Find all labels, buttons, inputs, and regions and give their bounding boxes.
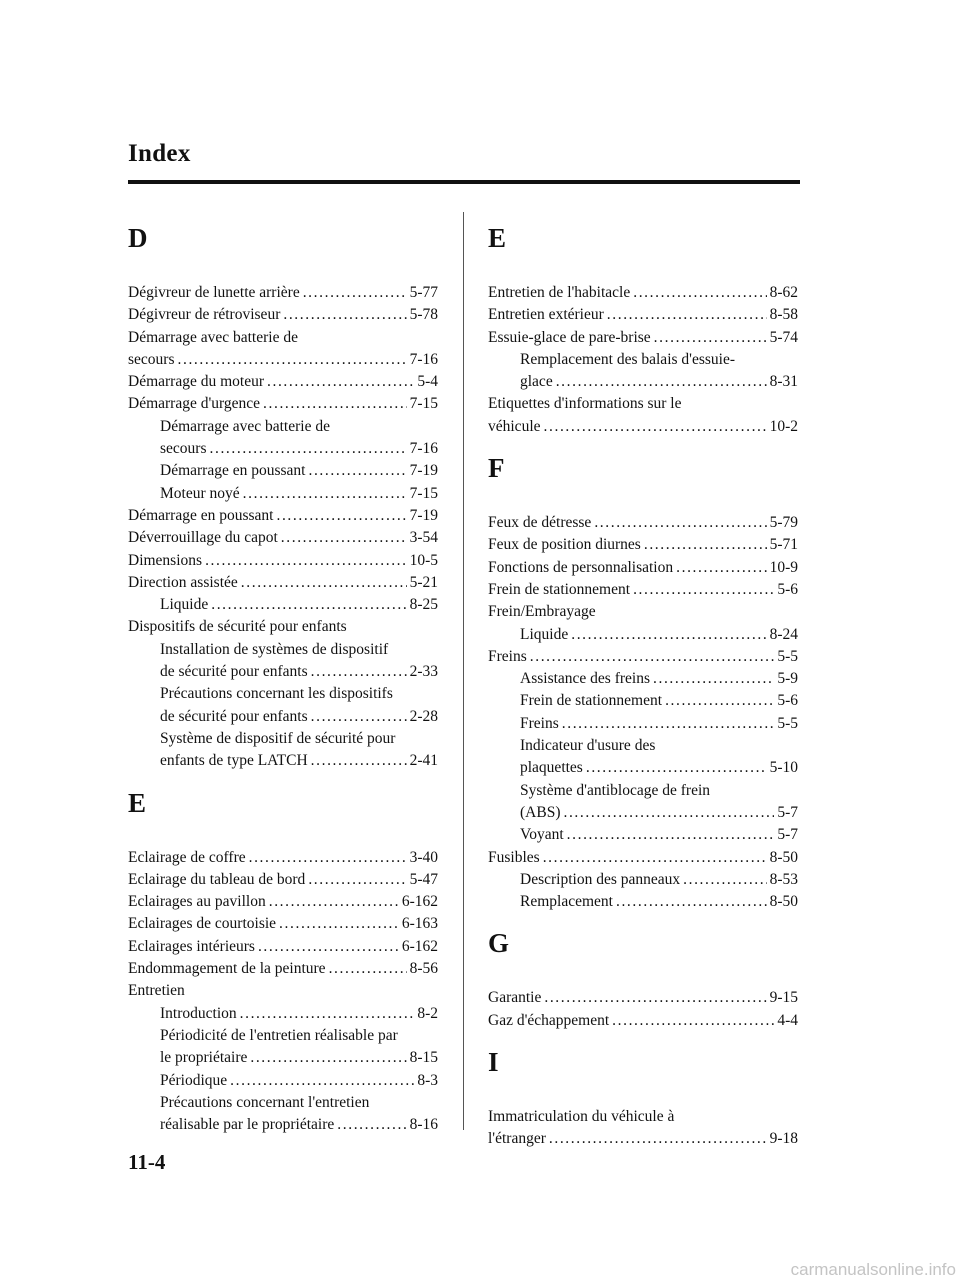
index-entry bbox=[488, 282, 798, 304]
entry-text: plaquettes bbox=[520, 759, 583, 777]
entry-text: Description des panneaux bbox=[520, 870, 681, 888]
entry-text: Précautions concernant l'entretien bbox=[160, 1093, 370, 1111]
index-subentry bbox=[128, 1114, 438, 1136]
index-entry bbox=[128, 891, 438, 913]
section-letter: F bbox=[488, 453, 505, 484]
dot-leader bbox=[329, 958, 407, 980]
index-entry bbox=[488, 1106, 798, 1128]
dot-leader bbox=[612, 1010, 774, 1032]
index-entry bbox=[488, 579, 798, 601]
dot-leader bbox=[556, 371, 767, 393]
dot-leader bbox=[311, 706, 407, 728]
entry-page-ref: 8-16 bbox=[409, 1116, 438, 1134]
dot-leader bbox=[250, 1047, 406, 1069]
entry-page-ref: 9-15 bbox=[769, 989, 798, 1007]
entry-page-ref: 10-9 bbox=[769, 558, 798, 576]
entry-text: Feux de position diurnes bbox=[488, 536, 641, 554]
dot-leader bbox=[549, 1128, 767, 1150]
entry-page-ref: 7-19 bbox=[409, 462, 438, 480]
entry-text: glace bbox=[520, 373, 553, 391]
dot-leader bbox=[240, 1003, 415, 1025]
index-entry bbox=[488, 601, 798, 623]
entry-text: enfants de type LATCH bbox=[160, 752, 308, 770]
entry-page-ref: 3-54 bbox=[409, 529, 438, 547]
index-entry bbox=[488, 1128, 798, 1150]
entry-text: (ABS) bbox=[520, 803, 561, 821]
index-subentry bbox=[128, 438, 438, 460]
entry-text: Indicateur d'usure des bbox=[520, 737, 656, 755]
section-entries bbox=[488, 512, 798, 913]
section-letter: G bbox=[488, 928, 510, 959]
index-entry bbox=[128, 393, 438, 415]
entry-text: Frein de stationnement bbox=[520, 692, 663, 710]
index-entry bbox=[128, 282, 438, 304]
entry-text: Assistance des freins bbox=[520, 670, 650, 688]
entry-page-ref: 5-6 bbox=[777, 580, 798, 598]
entry-page-ref: 8-53 bbox=[769, 870, 798, 888]
index-entry bbox=[488, 987, 798, 1009]
entry-text: Installation de systèmes de dispositif bbox=[160, 640, 389, 658]
dot-leader bbox=[567, 824, 775, 846]
entry-page-ref: 6-162 bbox=[401, 937, 438, 955]
index-entry bbox=[488, 327, 798, 349]
entry-page-ref: 8-2 bbox=[417, 1004, 438, 1022]
entry-text: Fonctions de personnalisation bbox=[488, 558, 674, 576]
index-entry bbox=[128, 616, 438, 638]
index-subentry bbox=[128, 728, 438, 750]
entry-text: Freins bbox=[520, 714, 559, 732]
entry-text: Périodicité de l'entretien réalisable par bbox=[160, 1026, 398, 1044]
entry-text: Démarrage du moteur bbox=[128, 373, 264, 391]
dot-leader bbox=[308, 869, 406, 891]
index-subentry bbox=[128, 661, 438, 683]
index-entry bbox=[128, 550, 438, 572]
index-entry bbox=[128, 980, 438, 1002]
entry-page-ref: 5-71 bbox=[769, 536, 798, 554]
index-entry bbox=[488, 557, 798, 579]
dot-leader bbox=[544, 987, 766, 1009]
index-subentry bbox=[488, 668, 798, 690]
index-subentry bbox=[128, 1003, 438, 1025]
index-subentry bbox=[488, 349, 798, 371]
entry-page-ref: 2-33 bbox=[409, 663, 438, 681]
entry-text: Moteur noyé bbox=[160, 484, 240, 502]
entry-text: Entretien extérieur bbox=[488, 306, 604, 324]
index-entry bbox=[128, 572, 438, 594]
entry-text: Précautions concernant les dispositifs bbox=[160, 685, 393, 703]
dot-leader bbox=[269, 891, 399, 913]
entry-page-ref: 8-50 bbox=[769, 848, 798, 866]
title-rule bbox=[128, 180, 800, 184]
dot-leader bbox=[281, 527, 407, 549]
section-entries bbox=[488, 282, 798, 438]
dot-leader bbox=[241, 572, 407, 594]
page-number: 11-4 bbox=[128, 1150, 166, 1174]
entry-page-ref: 5-77 bbox=[409, 284, 438, 301]
entry-page-ref: 5-10 bbox=[769, 759, 798, 777]
entry-page-ref: 8-24 bbox=[769, 625, 798, 643]
entry-page-ref: 10-2 bbox=[769, 417, 798, 435]
index-entry bbox=[128, 505, 438, 527]
index-entry bbox=[128, 958, 438, 980]
entry-page-ref: 5-74 bbox=[769, 328, 798, 346]
entry-page-ref: 6-163 bbox=[401, 915, 438, 933]
entry-text: Périodique bbox=[160, 1071, 228, 1089]
entry-page-ref: 8-58 bbox=[769, 306, 798, 324]
entry-text: Système de dispositif de sécurité pour bbox=[160, 729, 396, 747]
entry-page-ref: 8-31 bbox=[769, 373, 798, 391]
dot-leader bbox=[562, 713, 775, 735]
index-subentry bbox=[128, 416, 438, 438]
entry-page-ref: 2-41 bbox=[409, 752, 438, 770]
index-subentry bbox=[128, 483, 438, 505]
section-letter: D bbox=[128, 223, 148, 253]
entry-text: Endommagement de la peinture bbox=[128, 960, 326, 978]
index-entry bbox=[128, 304, 438, 326]
entry-page-ref: 5-78 bbox=[409, 306, 438, 324]
entry-text: Entretien bbox=[128, 982, 185, 1000]
index-entry bbox=[128, 371, 438, 393]
entry-text: Garantie bbox=[488, 989, 542, 1007]
dot-leader bbox=[283, 304, 406, 326]
index-entry bbox=[488, 416, 798, 438]
index-entry bbox=[128, 869, 438, 891]
index-entry bbox=[488, 646, 798, 668]
index-entry bbox=[488, 304, 798, 326]
entry-page-ref: 7-16 bbox=[409, 440, 438, 458]
entry-page-ref: 7-15 bbox=[409, 395, 438, 413]
index-entry bbox=[488, 393, 798, 415]
index-subentry bbox=[488, 780, 798, 802]
index-subentry bbox=[488, 824, 798, 846]
dot-leader bbox=[249, 847, 407, 869]
entry-page-ref: 8-15 bbox=[409, 1049, 438, 1067]
entry-text: Eclairage du tableau de bord bbox=[128, 870, 306, 888]
dot-leader bbox=[258, 936, 399, 958]
entry-text: Eclairages de courtoisie bbox=[128, 915, 277, 933]
dot-leader bbox=[616, 891, 767, 913]
index-entry bbox=[128, 349, 438, 371]
page-title: Index bbox=[128, 140, 191, 167]
index-entry bbox=[128, 913, 438, 935]
entry-text: Feux de détresse bbox=[488, 514, 592, 532]
entry-page-ref: 4-4 bbox=[777, 1011, 798, 1029]
dot-leader bbox=[530, 646, 775, 668]
index-subentry bbox=[488, 891, 798, 913]
entry-text: Fusibles bbox=[488, 848, 540, 866]
entry-text: réalisable par le propriétaire bbox=[160, 1116, 335, 1134]
index-subentry bbox=[488, 690, 798, 712]
index-subentry bbox=[128, 639, 438, 661]
entry-text: Eclairages intérieurs bbox=[128, 937, 255, 955]
entry-text: Freins bbox=[488, 647, 527, 665]
entry-text: Déverrouillage du capot bbox=[128, 529, 278, 547]
entry-page-ref: 5-79 bbox=[769, 514, 798, 532]
entry-text: Gaz d'échappement bbox=[488, 1011, 610, 1029]
entry-page-ref: 7-19 bbox=[409, 506, 438, 524]
entry-text: Système d'antiblocage de frein bbox=[520, 781, 711, 799]
dot-leader bbox=[683, 869, 766, 891]
dot-leader bbox=[230, 1070, 414, 1092]
index-subentry bbox=[128, 750, 438, 772]
dot-leader bbox=[178, 349, 407, 371]
index-entry bbox=[128, 527, 438, 549]
entry-text: de sécurité pour enfants bbox=[160, 663, 308, 681]
entry-page-ref: 10-5 bbox=[409, 551, 438, 569]
index-subentry bbox=[128, 683, 438, 705]
entry-text: Dispositifs de sécurité pour enfants bbox=[128, 618, 347, 636]
entry-page-ref: 9-18 bbox=[769, 1130, 798, 1148]
entry-text: Dimensions bbox=[128, 551, 203, 569]
entry-page-ref: 5-5 bbox=[777, 714, 798, 732]
index-entry bbox=[128, 327, 438, 349]
index-entry bbox=[488, 534, 798, 556]
entry-page-ref: 6-162 bbox=[401, 893, 438, 911]
dot-leader bbox=[205, 550, 407, 572]
entry-page-ref: 5-47 bbox=[409, 870, 438, 888]
dot-leader bbox=[211, 594, 406, 616]
dot-leader bbox=[653, 668, 774, 690]
entry-text: Essuie-glace de pare-brise bbox=[488, 328, 651, 346]
entry-page-ref: 8-50 bbox=[769, 893, 798, 911]
index-entry bbox=[128, 847, 438, 869]
dot-leader bbox=[633, 282, 766, 304]
index-entry bbox=[128, 936, 438, 958]
entry-page-ref: 5-7 bbox=[777, 826, 798, 844]
dot-leader bbox=[303, 282, 407, 304]
dot-leader bbox=[311, 661, 407, 683]
entry-page-ref: 5-21 bbox=[409, 573, 438, 591]
index-entry bbox=[488, 847, 798, 869]
entry-page-ref: 5-9 bbox=[777, 670, 798, 688]
entry-page-ref: 5-4 bbox=[417, 373, 438, 391]
dot-leader bbox=[654, 327, 767, 349]
entry-page-ref: 7-16 bbox=[409, 350, 438, 368]
entry-text: Immatriculation du véhicule à bbox=[488, 1108, 675, 1126]
entry-page-ref: 5-5 bbox=[777, 647, 798, 665]
section-entries bbox=[488, 1106, 798, 1151]
index-subentry bbox=[128, 1092, 438, 1114]
dot-leader bbox=[263, 393, 407, 415]
index-entry bbox=[488, 512, 798, 534]
entry-page-ref: 5-7 bbox=[777, 803, 798, 821]
index-entry bbox=[488, 1010, 798, 1032]
dot-leader bbox=[563, 802, 774, 824]
entry-text: véhicule bbox=[488, 417, 541, 435]
index-subentry bbox=[128, 706, 438, 728]
dot-leader bbox=[594, 512, 766, 534]
index-subentry bbox=[488, 757, 798, 779]
entry-text: de sécurité pour enfants bbox=[160, 707, 308, 725]
dot-leader bbox=[210, 438, 407, 460]
entry-text: Introduction bbox=[160, 1004, 237, 1022]
dot-leader bbox=[676, 557, 766, 579]
index-subentry bbox=[488, 802, 798, 824]
entry-page-ref: 5-6 bbox=[777, 692, 798, 710]
index-subentry bbox=[128, 594, 438, 616]
section-letter: E bbox=[128, 787, 147, 818]
entry-text: Démarrage avec batterie de bbox=[160, 417, 330, 435]
entry-text: Dégivreur de rétroviseur bbox=[128, 306, 281, 324]
entry-text: Eclairages au pavillon bbox=[128, 893, 266, 911]
dot-leader bbox=[633, 579, 774, 601]
entry-text: Frein de stationnement bbox=[488, 580, 631, 598]
section-entries bbox=[128, 847, 438, 1137]
entry-text: Entretien de l'habitacle bbox=[488, 284, 631, 301]
dot-leader bbox=[586, 757, 767, 779]
entry-text: Remplacement des balais d'essuie- bbox=[520, 350, 735, 368]
section-letter: E bbox=[488, 223, 507, 253]
entry-text: Démarrage avec batterie de bbox=[128, 328, 298, 346]
index-subentry bbox=[488, 869, 798, 891]
section-letter: I bbox=[488, 1047, 499, 1078]
entry-text: Liquide bbox=[520, 625, 569, 643]
entry-page-ref: 2-28 bbox=[409, 707, 438, 725]
entry-page-ref: 8-25 bbox=[409, 596, 438, 614]
index-subentry bbox=[128, 1025, 438, 1047]
index-subentry bbox=[488, 713, 798, 735]
entry-text: Remplacement bbox=[520, 893, 613, 911]
index-subentry bbox=[128, 1047, 438, 1069]
dot-leader bbox=[279, 913, 399, 935]
entry-text: Démarrage d'urgence bbox=[128, 395, 261, 413]
index-subentry bbox=[128, 1070, 438, 1092]
dot-leader bbox=[543, 847, 767, 869]
entry-text: secours bbox=[160, 440, 207, 458]
entry-page-ref: 8-62 bbox=[769, 284, 798, 301]
entry-page-ref: 3-40 bbox=[409, 848, 438, 866]
entry-page-ref: 8-3 bbox=[417, 1071, 438, 1089]
section-entries bbox=[128, 282, 438, 773]
dot-leader bbox=[276, 505, 406, 527]
index-subentry bbox=[128, 460, 438, 482]
index-column-right bbox=[488, 222, 798, 1163]
dot-leader bbox=[665, 690, 774, 712]
entry-text: Démarrage en poussant bbox=[128, 506, 274, 524]
entry-text: l'étranger bbox=[488, 1130, 546, 1148]
index-subentry bbox=[488, 735, 798, 757]
dot-leader bbox=[337, 1114, 406, 1136]
entry-page-ref: 7-15 bbox=[409, 484, 438, 502]
index-subentry bbox=[488, 624, 798, 646]
column-divider bbox=[463, 212, 464, 1130]
dot-leader bbox=[644, 534, 767, 556]
dot-leader bbox=[267, 371, 414, 393]
dot-leader bbox=[311, 750, 407, 772]
entry-text: Frein/Embrayage bbox=[488, 603, 596, 621]
dot-leader bbox=[571, 624, 766, 646]
entry-text: Eclairage de coffre bbox=[128, 848, 246, 866]
dot-leader bbox=[544, 416, 767, 438]
entry-text: Etiquettes d'informations sur le bbox=[488, 395, 682, 413]
dot-leader bbox=[243, 483, 407, 505]
dot-leader bbox=[607, 304, 767, 326]
entry-text: Direction assistée bbox=[128, 573, 238, 591]
entry-text: Démarrage en poussant bbox=[160, 462, 306, 480]
entry-text: Liquide bbox=[160, 596, 209, 614]
entry-text: le propriétaire bbox=[160, 1049, 248, 1067]
index-column-left bbox=[128, 222, 438, 1148]
index-subentry bbox=[488, 371, 798, 393]
entry-page-ref: 8-56 bbox=[409, 960, 438, 978]
entry-text: secours bbox=[128, 350, 175, 368]
dot-leader bbox=[308, 460, 406, 482]
section-entries bbox=[488, 987, 798, 1032]
entry-text: Dégivreur de lunette arrière bbox=[128, 284, 300, 301]
entry-text: Voyant bbox=[520, 826, 564, 844]
watermark: carmanualsonline.info bbox=[790, 1260, 956, 1279]
